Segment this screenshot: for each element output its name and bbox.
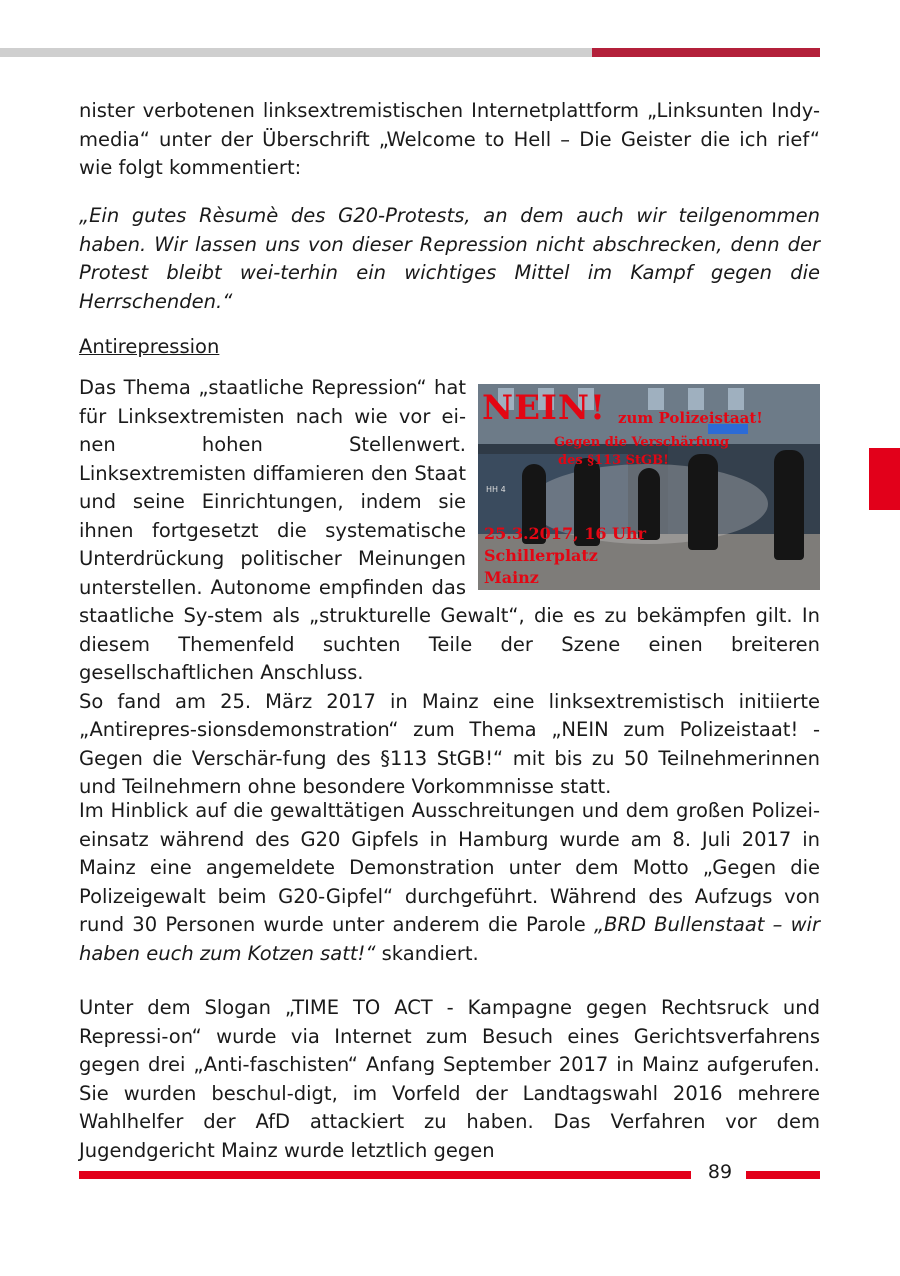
footer-rule-left [79,1171,691,1179]
quote-block: „Ein gutes Rèsumè des G20-Protests, an dem auch wir teilgenommen haben. Wir lassen uns von dieser Repression nicht abschrecken, denn der Protest bleibt wei-terhin ein wichtiges Mittel im Kampf gegen die Herrschenden.“ [79,204,820,313]
header-rule-red [592,48,820,57]
photo-text-date: 25.3.2017, 16 Uhr [484,524,647,543]
photo-text-verschaerfung: Gegen die Verschärfung [554,435,730,450]
photo-text-place: Schillerplatz [484,546,598,565]
paragraph-antirepression-text: Das Thema „staatliche Repression“ hat für Linksextremisten nach wie vor ei-nen hohen Stellenwert. Linksextremisten diffamieren den Staat und seine Einrichtungen, indem sie ihnen fortgesetzt die systematische Unterdrückung politischer Meinungen unterstellen. Autonome empfinden das staatliche Sy-stem als „strukturelle Gewalt“, die es zu bekämpfen gilt. In diesem Themenfeld suchten Teile der Szene einen breiteren gesellschaftlichen Anschluss. [79,376,820,684]
paragraph-g20-text: Im Hinblick auf die gewalttätigen Ausschreitungen und dem großen Polizei-einsatz während des G20 Gipfels in Hamburg wurde am 8. Juli 2017 in Mainz eine angemeldete Demonstration unter dem Motto „Gegen die Polizeigewalt beim G20-Gipfel“ durchgeführt. Während des Aufzugs von rund 30 Personen wurde unter anderem die Parole [79,799,820,936]
chapter-side-tab [869,448,900,510]
paragraph-demonstration-text: So fand am 25. März 2017 in Mainz eine linksextremistisch initiierte „Antirepres-sionsdemonstration“ zum Thema „NEIN zum Polizeistaat! - Gegen die Verschär-fung des §113 StGB!“ mit bis zu 50 Teilnehmerinnen und Teilnehmern ohne besondere Vorkommnisse statt. [79,689,820,798]
paragraph-g20-demonstration [79,797,820,968]
officer-figure [688,454,718,550]
photo-text-nein: NEIN! [482,388,606,428]
slogan-quote: „BRD Bullenstaat – wir haben euch zum Kotzen satt!“ [79,913,820,965]
photo-text-city: Mainz [484,568,539,587]
demonstration-photo [478,384,820,590]
page-number: 89 [707,1161,733,1183]
section-heading: Antirepression [79,335,220,358]
van-label: HH 4 [486,485,506,494]
paragraph-g20-end: skandiert. [375,941,479,965]
paragraph-antirepression [79,374,820,802]
photo-text-polizeistaat: zum Polizeistaat! [618,409,763,427]
paragraph-time-to-act: Unter dem Slogan „TIME TO ACT - Kampagne gegen Rechtsruck und Repressi-on“ wurde via Internet zum Besuch eines Gerichtsverfahrens gegen drei „Anti-faschisten“ Anfang September 2017 in Mainz aufgerufen. Sie wurden beschul-digt, im Vorfeld der Landtagswahl 2016 mehrere Wahlhelfer der AfD attackiert zu haben. Das Verfahren vor dem Jugendgericht Mainz wurde letztlich gegen [79,996,820,1162]
paragraph-intro: nister verbotenen linksextremistischen Internetplattform „Linksunten Indy-media“ unter der Überschrift „Welcome to Hell – Die Geister die ich rief“ wie folgt kommentiert: [79,99,820,179]
header-rule-grey [0,48,592,57]
photo-text-stgb: des §113 StGB! [558,453,669,468]
footer-rule-right [746,1171,820,1179]
officer-figure [774,450,804,560]
